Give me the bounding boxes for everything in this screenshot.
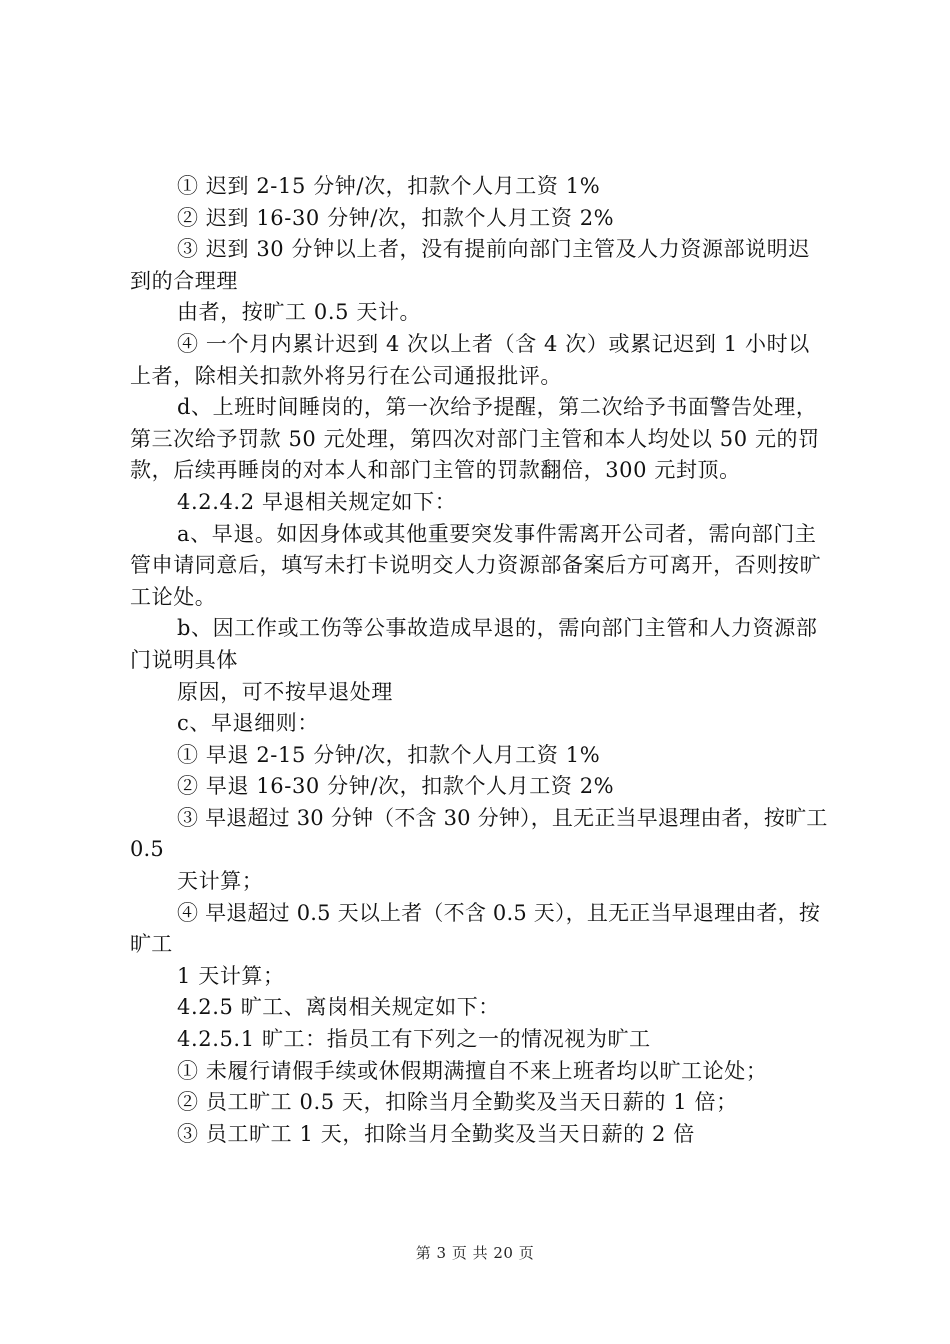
paragraph-early-leave-a: a、早退。如因身体或其他重要突发事件需离开公司者，需向部门主管申请同意后，填写未打卡说明交人力资源部备案后方可离开，否则按旷工论处。: [130, 521, 822, 609]
paragraph-late-over-30: ③ 迟到 30 分钟以上者，没有提前向部门主管及人力资源部说明迟到的合理理: [130, 237, 810, 293]
paragraph-absent-half-day: ② 员工旷工 0.5 天，扣除当月全勤奖及当天日薪的 1 倍；: [177, 1090, 738, 1115]
paragraph-early-2-15: ① 早退 2-15 分钟/次，扣款个人月工资 1%: [177, 742, 601, 767]
paragraph-early-leave-b-cont: 原因，可不按早退处理: [177, 679, 393, 704]
paragraph-early-16-30: ② 早退 16-30 分钟/次，扣款个人月工资 2%: [177, 774, 615, 799]
section-heading-absenteeism: 4.2.5 旷工、离岗相关规定如下：: [177, 995, 500, 1020]
paragraph-early-leave-c: c、早退细则：: [177, 711, 319, 736]
section-heading-early-leave: 4.2.4.2 早退相关规定如下：: [177, 489, 457, 514]
paragraph-early-over-30-cont: 天计算；: [177, 869, 264, 894]
document-body: [130, 171, 830, 1150]
paragraph-absent-one-day: ③ 员工旷工 1 天，扣除当月全勤奖及当天日薪的 2 倍: [177, 1121, 695, 1146]
section-heading-absenteeism-definition: 4.2.5.1 旷工：指员工有下列之一的情况视为旷工: [177, 1027, 651, 1052]
paragraph-early-leave-b: b、因工作或工伤等公事故造成早退的，需向部门主管和人力资源部门说明具体: [130, 616, 818, 672]
paragraph-sleeping-on-duty: d、上班时间睡岗的，第一次给予提醒，第二次给予书面警告处理，第三次给予罚款 50 元处理，第四次对部门主管和本人均处以 50 元的罚款，后续再睡岗的对本人和部门主管的罚款翻倍，300 元封顶。: [130, 395, 820, 483]
paragraph-late-cumulative: ④ 一个月内累计迟到 4 次以上者（含 4 次）或累记迟到 1 小时以上者，除相关扣款外将另行在公司通报批评。: [130, 331, 810, 388]
paragraph-late-2-15: ① 迟到 2-15 分钟/次，扣款个人月工资 1%: [177, 174, 601, 198]
paragraph-absent-no-leave: ① 未履行请假手续或休假期满擅自不来上班者均以旷工论处；: [177, 1058, 768, 1083]
paragraph-early-over-half-day-cont: 1 天计算；: [177, 963, 285, 988]
paragraph-late-over-30-cont: 由者，按旷工 0.5 天计。: [177, 300, 422, 325]
paragraph-early-over-half-day: ④ 早退超过 0.5 天以上者（不含 0.5 天），且无正当早退理由者，按旷工: [130, 900, 821, 957]
paragraph-late-16-30: ② 迟到 16-30 分钟/次，扣款个人月工资 2%: [177, 205, 615, 230]
paragraph-early-over-30: ③ 早退超过 30 分钟（不含 30 分钟），且无正当早退理由者，按旷工 0.5: [130, 805, 828, 862]
page-footer: 第 3 页 共 20 页: [415, 1244, 535, 1262]
